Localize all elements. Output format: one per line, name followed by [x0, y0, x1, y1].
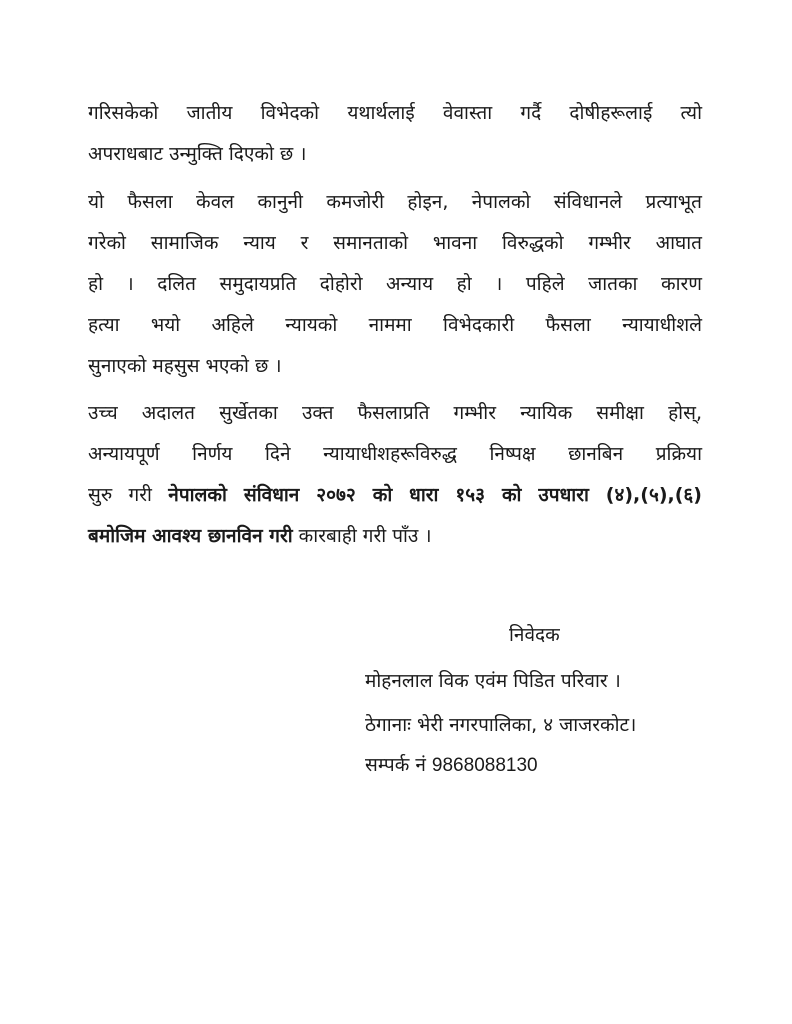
contact-line [365, 750, 538, 781]
paragraph-verdict-critique [88, 182, 702, 387]
text-line: अन्यायपूर्ण निर्णय दिने न्यायाधीशहरूविरुद्ध निष्पक्ष छानबिन प्रक्रिया [88, 443, 702, 465]
plain-text: सुरु गरी [88, 484, 169, 506]
text-line: गरिसकेको जातीय विभेदको यथार्थलाई वेवास्ता गर्दै दोषीहरूलाई त्यो [88, 102, 702, 124]
text-line: सुनाएको महसुस भएको छ । [88, 355, 282, 377]
text-line: गरेको सामाजिक न्याय र समानताको भावना विरुद्धको गम्भीर आघात [88, 232, 702, 254]
paragraph-demand [88, 393, 702, 557]
signature-title: निवेदक [509, 624, 560, 646]
paragraph-continuation [88, 93, 702, 175]
petitioner-name: मोहनलाल विक एवंम पिडित परिवार । [365, 670, 621, 692]
text-line: अपराधबाट उन्मुक्ति दिएको छ । [88, 143, 307, 165]
bold-investigation-request: बमोजिम आवश्य छानविन गरी [88, 525, 293, 547]
text-line-mixed [88, 475, 702, 516]
bold-legal-reference: नेपालको संविधान २०७२ को धारा १५३ को उपधारा (४),(५),(६) [168, 484, 702, 506]
plain-text: कारबाही गरी पाँउ । [292, 525, 432, 547]
text-line: यो फैसला केवल कानुनी कमजोरी होइन, नेपालको संविधानले प्रत्याभूत [88, 191, 702, 213]
text-line: हो । दलित समुदायप्रति दोहोरो अन्याय हो । पहिले जातका कारण [88, 273, 702, 295]
contact-label: सम्पर्क नं [365, 754, 432, 776]
contact-number: 9868088130 [431, 755, 538, 776]
text-line-mixed [88, 516, 702, 557]
text-line: हत्या भयो अहिले न्यायको नाममा विभेदकारी फैसला न्यायाधीशले [88, 314, 702, 336]
petitioner-address: ठेगानाः भेरी नगरपालिका, ४ जाजरकोट। [365, 714, 637, 736]
text-line: उच्च अदालत सुर्खेतका उक्त फैसलाप्रति गम्भीर न्यायिक समीक्षा होस्, [88, 402, 702, 424]
